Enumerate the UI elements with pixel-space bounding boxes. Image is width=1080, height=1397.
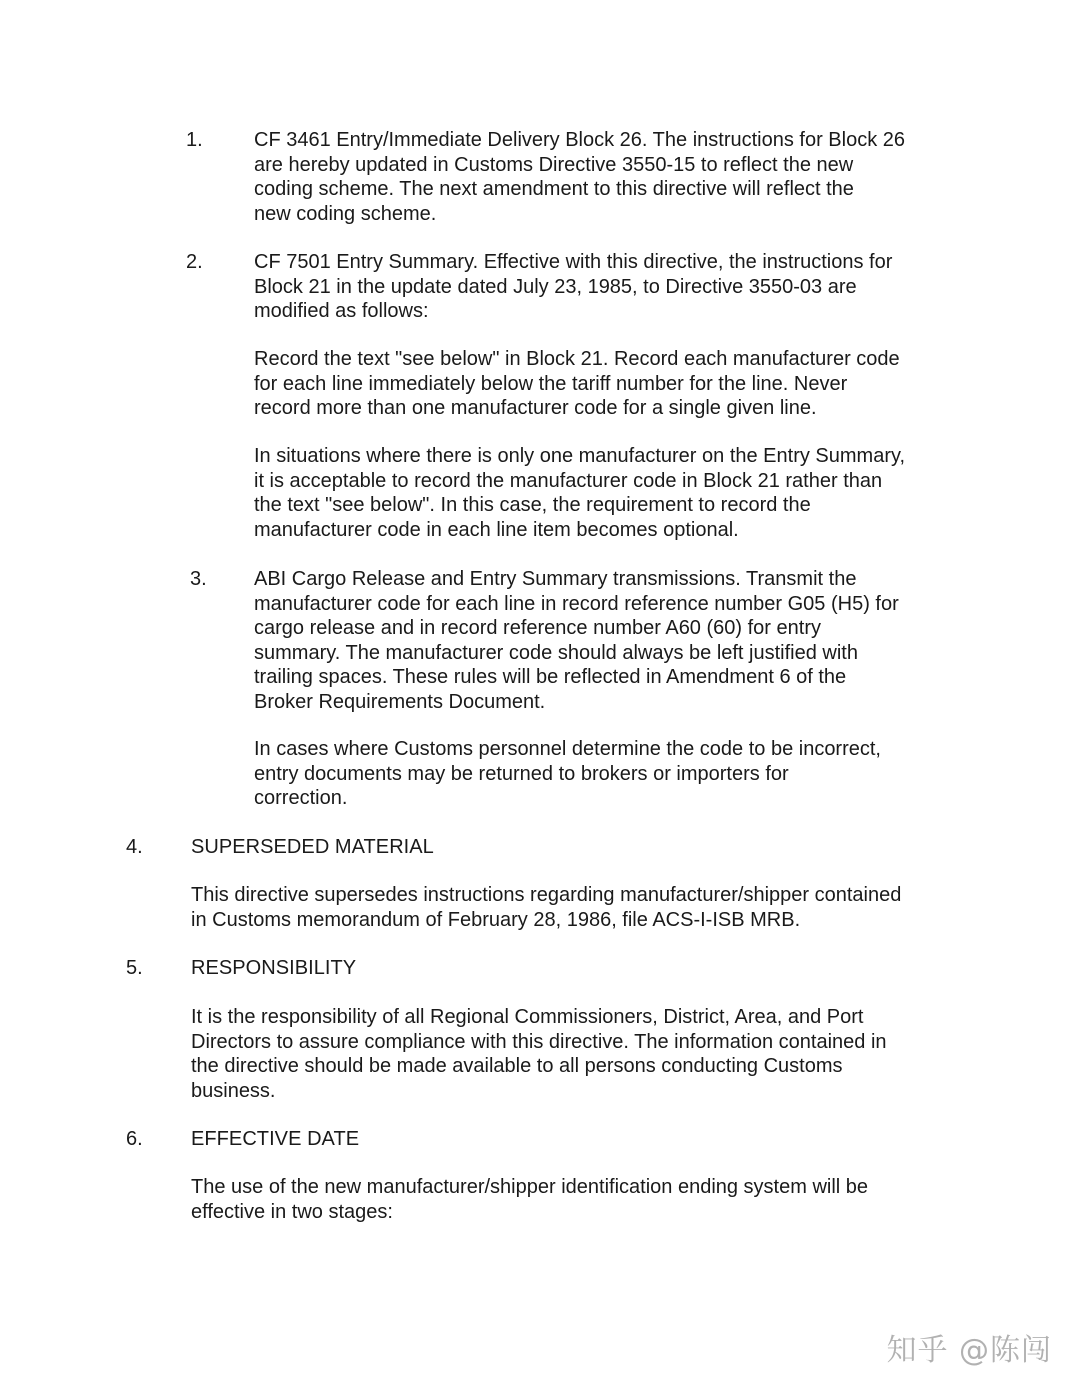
item-paragraph: CF 3461 Entry/Immediate Delivery Block 26. The instructions for Block 26 are hereby updated in Customs Directive 3550-15 to reflect the new coding scheme. The next amendment to this directive will reflect the new coding scheme. bbox=[254, 129, 906, 225]
watermark: 知乎 @陈闯 bbox=[886, 1333, 1052, 1368]
item-paragraph: In situations where there is only one manufacturer on the Entry Summary, it is acceptable to record the manufacturer code in Block 21 rather than the text "see below". In this case, the requirement to record the manufacturer code in each line item becomes optional. bbox=[254, 445, 906, 541]
item-number: 3. bbox=[190, 568, 207, 590]
item-paragraph: In cases where Customs personnel determine the code to be incorrect, entry documents may be returned to brokers or importers for correction. bbox=[254, 738, 881, 809]
item-paragraph: ABI Cargo Release and Entry Summary transmissions. Transmit the manufacturer code for each line in record reference number G05 (H5) for cargo release and in record reference number A60 (60) for entry summary. The manufacturer code should always be left justified with trailing spaces. These rules will be reflected in Amendment 6 of the Broker Requirements Document. bbox=[254, 568, 899, 713]
section-number: 6. bbox=[126, 1128, 143, 1150]
section-heading: RESPONSIBILITY bbox=[191, 957, 357, 979]
item-paragraph: Record the text "see below" in Block 21. Record each manufacturer code for each line immediately below the tariff number for the line. Never record more than one manufacturer code for a single given line. bbox=[254, 348, 900, 419]
item-number: 1. bbox=[186, 129, 203, 151]
section-heading: SUPERSEDED MATERIAL bbox=[191, 836, 434, 858]
section-number: 4. bbox=[126, 836, 143, 858]
section-heading: EFFECTIVE DATE bbox=[191, 1128, 360, 1150]
section-number: 5. bbox=[126, 957, 143, 979]
item-paragraph: CF 7501 Entry Summary. Effective with this directive, the instructions for Block 21 in the update dated July 23, 1985, to Directive 3550-03 are modified as follows: bbox=[254, 251, 893, 322]
item-number: 2. bbox=[186, 251, 203, 273]
section-body: This directive supersedes instructions regarding manufacturer/shipper contained in Customs memorandum of February 28, 1986, file ACS-I-ISB MRB. bbox=[191, 884, 902, 931]
section-body: It is the responsibility of all Regional Commissioners, District, Area, and Port Directors to assure compliance with this directive. The information contained in the directive should be made available to all persons conducting Customs business. bbox=[191, 1006, 887, 1102]
section-body: The use of the new manufacturer/shipper identification ending system will be effective in two stages: bbox=[191, 1176, 869, 1223]
